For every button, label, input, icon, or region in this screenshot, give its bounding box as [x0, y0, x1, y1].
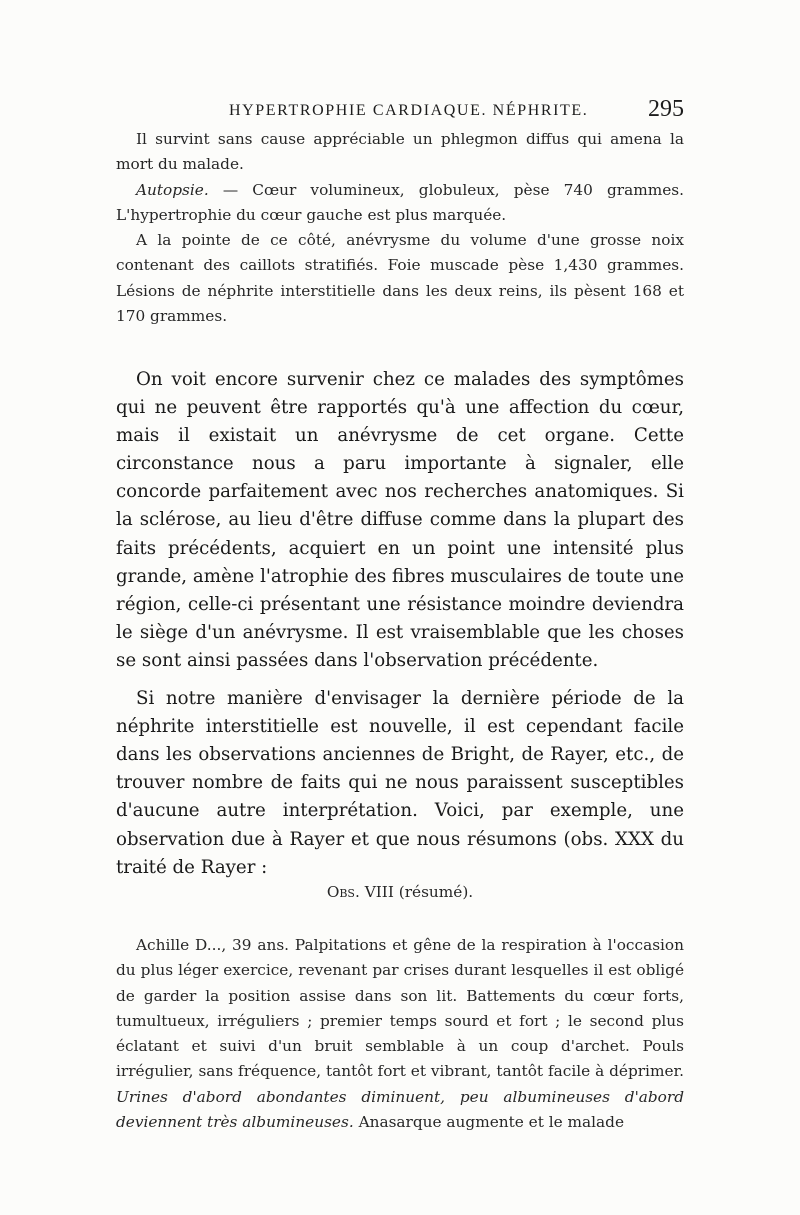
autopsy-label: Autopsie. [136, 180, 209, 199]
case-notes-paragraph: A la pointe de ce côté, anévrysme du volume d'une grosse noix contenant des caillots stratifiés. Foie muscade pèse 1,430 grammes. Lésions de néphrite interstitielle dans les deux reins, ils pèsent 168 et 170 grammes. [116, 231, 684, 326]
autopsy-paragraph [116, 178, 684, 229]
discussion [116, 366, 684, 882]
autopsy-text: — Cœur volumineux, globuleux, pèse 740 grammes. L'hypertrophie du cœur gauche est plus marquée. [116, 180, 684, 224]
case-notes [116, 127, 684, 329]
page-header [0, 96, 800, 126]
discussion-paragraph: Si notre manière d'envisager la dernière période de la néphrite interstitielle est nouvelle, il est cependant facile dans les observations anciennes de Bright, de Rayer, etc., de trouver nombre de faits qui ne nous paraissent susceptibles d'aucune autre interprétation. Voici, par exemple, une observation due à Rayer et que nous résumons (obs. XXX du traité de Rayer : [116, 688, 684, 878]
observation-title-rest: VIII (résumé). [359, 883, 474, 901]
page-number: 295 [648, 96, 684, 122]
observation-title [116, 883, 684, 901]
observation-title-abbrev: Obs. [326, 883, 360, 901]
observation-paragraph [116, 933, 684, 1135]
observation-text: Achille D..., 39 ans. Palpitations et gêne de la respiration à l'occasion du plus léger exercice, revenant par crises durant lesquelles il est obligé de garder la position assise dans son lit. Battements du cœur forts, tumultueux, irréguliers ; premier temps sourd et fort ; le second plus éclatant et suivi d'un bruit semblable à un coup d'archet. Pouls irrégulier, sans fréquence, tantôt fort et vibrant, tantôt facile à déprimer. [116, 936, 684, 1081]
observation-text-end: Anasarque augmente et le malade [353, 1113, 625, 1132]
observation-body [116, 933, 684, 1135]
case-notes-paragraph: Il survint sans cause appréciable un phlegmon diffus qui amena la mort du malade. [116, 130, 684, 174]
observation-italic-text: Urines d'abord abondantes diminuent, peu albumineuses d'abord deviennent très albumineuses. [116, 1087, 684, 1132]
running-title: HYPERTROPHIE CARDIAQUE. NÉPHRITE. [229, 102, 589, 119]
discussion-paragraph: On voit encore survenir chez ce malades des symptômes qui ne peuvent être rapportés qu'à une affection du cœur, mais il existait un anévrysme de cet organe. Cette circonstance nous a paru importante à signaler, elle concorde parfaitement avec nos recherches anatomiques. Si la sclérose, au lieu d'être diffuse comme dans la plupart des faits précédents, acquiert en un point une intensité plus grande, amène l'atrophie des fibres musculaires de toute une région, celle-ci présentant une résistance moindre deviendra le siège d'un anévrysme. Il est vraisemblable que les choses se sont ainsi passées dans l'observation précédente. [116, 369, 684, 671]
